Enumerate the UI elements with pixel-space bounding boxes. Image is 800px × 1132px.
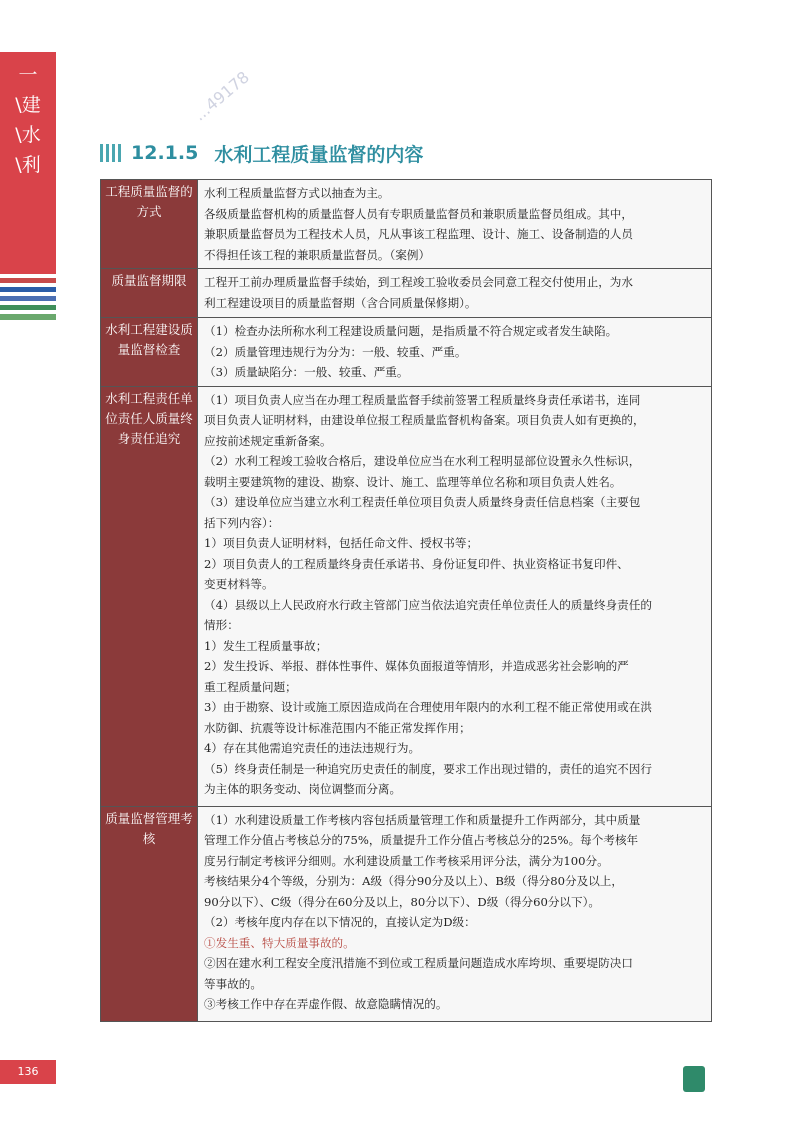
text-line: 等事故的。 [204,976,262,991]
content-table [100,179,712,1022]
corner-logo-icon [683,1066,705,1092]
text-line: （2）质量管理违规行为分为：一般、较重、严重。 [204,344,467,359]
stripe-white [0,274,56,277]
text-line: 应按前述规定重新备案。 [204,433,332,448]
text-line: 括下列内容）： [204,515,280,530]
stripe-green-2 [0,314,56,320]
text-line: 2）项目负责人的工程质量终身责任承诺书、身份证复印件、执业资格证书复印件、 [204,556,629,571]
text-line: （3）建设单位应当建立水利工程责任单位项目负责人质量终身责任信息档案（主要包 [204,495,641,509]
text-line: （3）质量缺陷分：一般、较重、严重。 [204,365,409,379]
stripe-green [0,305,56,310]
text-line: 水利工程质量监督方式以抽查为主。 [204,186,390,200]
text-line: 项目负责人证明材料，由建设单位报工程质量监督机构备案。项目负责人如有更换的， [204,413,645,427]
text-line: 4）存在其他需追究责任的违法违规行为。 [204,741,421,755]
text-line: 利工程建设项目的质量监督期（含合同质量保修期）。 [204,295,477,310]
text-line: 度另行制定考核评分细则。水利建设质量工作考核采用评分法，满分为100分。 [204,853,609,868]
text-line: ③考核工作中存在弄虚作假、故意隐瞒情况的。 [204,997,448,1011]
table-row [101,318,712,387]
text-line: 水防御、抗震等设计标准范围内不能正常发挥作用； [204,720,471,735]
table-row [101,269,712,318]
row-label: 工程质量监督的方式 [101,180,198,269]
side-tab-title: 一\建\水\利 [15,64,41,176]
text-line: 为主体的职务变动、岗位调整而分离。 [204,782,402,796]
text-line: 不得担任该工程的兼职质量监督员。（案例） [204,247,431,262]
text-line: 3）由于勘察、设计或施工原因造成尚在合理使用年限内的水利工程不能正常使用或在洪 [204,700,652,714]
row-label: 水利工程建设质量监督检查 [101,318,198,387]
row-body [198,806,712,1021]
page-number: 136 [0,1060,56,1084]
row-body [198,386,712,806]
text-line: 重工程质量问题； [204,679,297,694]
stripe-blue-2 [0,296,56,301]
text-line: 工程开工前办理质量监督手续始，到工程竣工验收委员会同意工程交付使用止，为水 [204,275,633,289]
section-number: 12.1.5 [131,142,199,164]
text-line: ②因在建水利工程安全度汛措施不到位或工程质量问题造成水库垮坝、重要堤防决口 [204,956,633,970]
text-line: 2）发生投诉、举报、群体性事件、媒体负面报道等情形，并造成恶劣社会影响的严 [204,659,629,673]
side-tab [0,52,56,274]
text-line: 1）发生工程质量事故； [204,638,328,653]
row-body [198,318,712,387]
text-line: （4）县级以上人民政府水行政主管部门应当依法追究责任单位责任人的质量终身责任的 [204,597,652,612]
text-line: 各级质量监督机构的质量监督人员有专职质量监督员和兼职质量监督员组成。其中， [204,206,633,221]
stripe-blue-1 [0,287,56,292]
section-heading [100,138,423,168]
text-line: （2）水利工程竣工验收合格后，建设单位应当在水利工程明显部位设置永久性标识， [204,454,641,468]
heading-bars-icon [100,144,121,162]
text-line: 变更材料等。 [204,577,274,591]
text-line: （1）项目负责人应当在办理工程质量监督手续前签署工程质量终身责任承诺书，连同 [204,392,641,407]
row-label: 质量监督管理考核 [101,806,198,1021]
table-row [101,180,712,269]
row-label: 水利工程责任单位责任人质量终身责任追究 [101,386,198,806]
text-line: 兼职质量监督员为工程技术人员，凡从事该工程监理、设计、施工、设备制造的人员 [204,227,633,241]
table-row [101,806,712,1021]
text-line: 1）项目负责人证明材料，包括任命文件、授权书等； [204,536,479,550]
row-body [198,269,712,318]
stripe-red [0,278,56,283]
watermark: ...49178 [190,67,253,125]
text-line: 载明主要建筑物的建设、勘察、设计、施工、监理等单位名称和项目负责人姓名。 [204,474,622,489]
table-row [101,386,712,806]
row-body [198,180,712,269]
text-line: （1）检查办法所称水利工程建设质量问题，是指质量不符合规定或者发生缺陷。 [204,324,618,338]
text-line: 管理工作分值占考核总分的75%，质量提升工作分值占考核总分的25%。每个考核年 [204,833,639,847]
text-line: ①发生重、特大质量事故的。 [204,935,355,950]
text-line: 情形： [204,618,239,632]
section-title: 水利工程质量监督的内容 [214,143,424,166]
text-line: （5）终身责任制是一种追究历史责任的制度，要求工作出现过错的，责任的追究不因行 [204,761,652,776]
text-line: 90分以下）、C级（得分在60分及以上，80分以下）、D级（得分60分以下）。 [204,894,600,909]
row-label: 质量监督期限 [101,269,198,318]
text-line: 考核结果分4个等级，分别为：A级（得分90分及以上）、B级（得分80分及以上， [204,874,623,888]
text-line: （1）水利建设质量工作考核内容包括质量管理工作和质量提升工作两部分，其中质量 [204,812,641,827]
text-line: （2）考核年度内存在以下情况的，直接认定为D级： [204,915,476,929]
